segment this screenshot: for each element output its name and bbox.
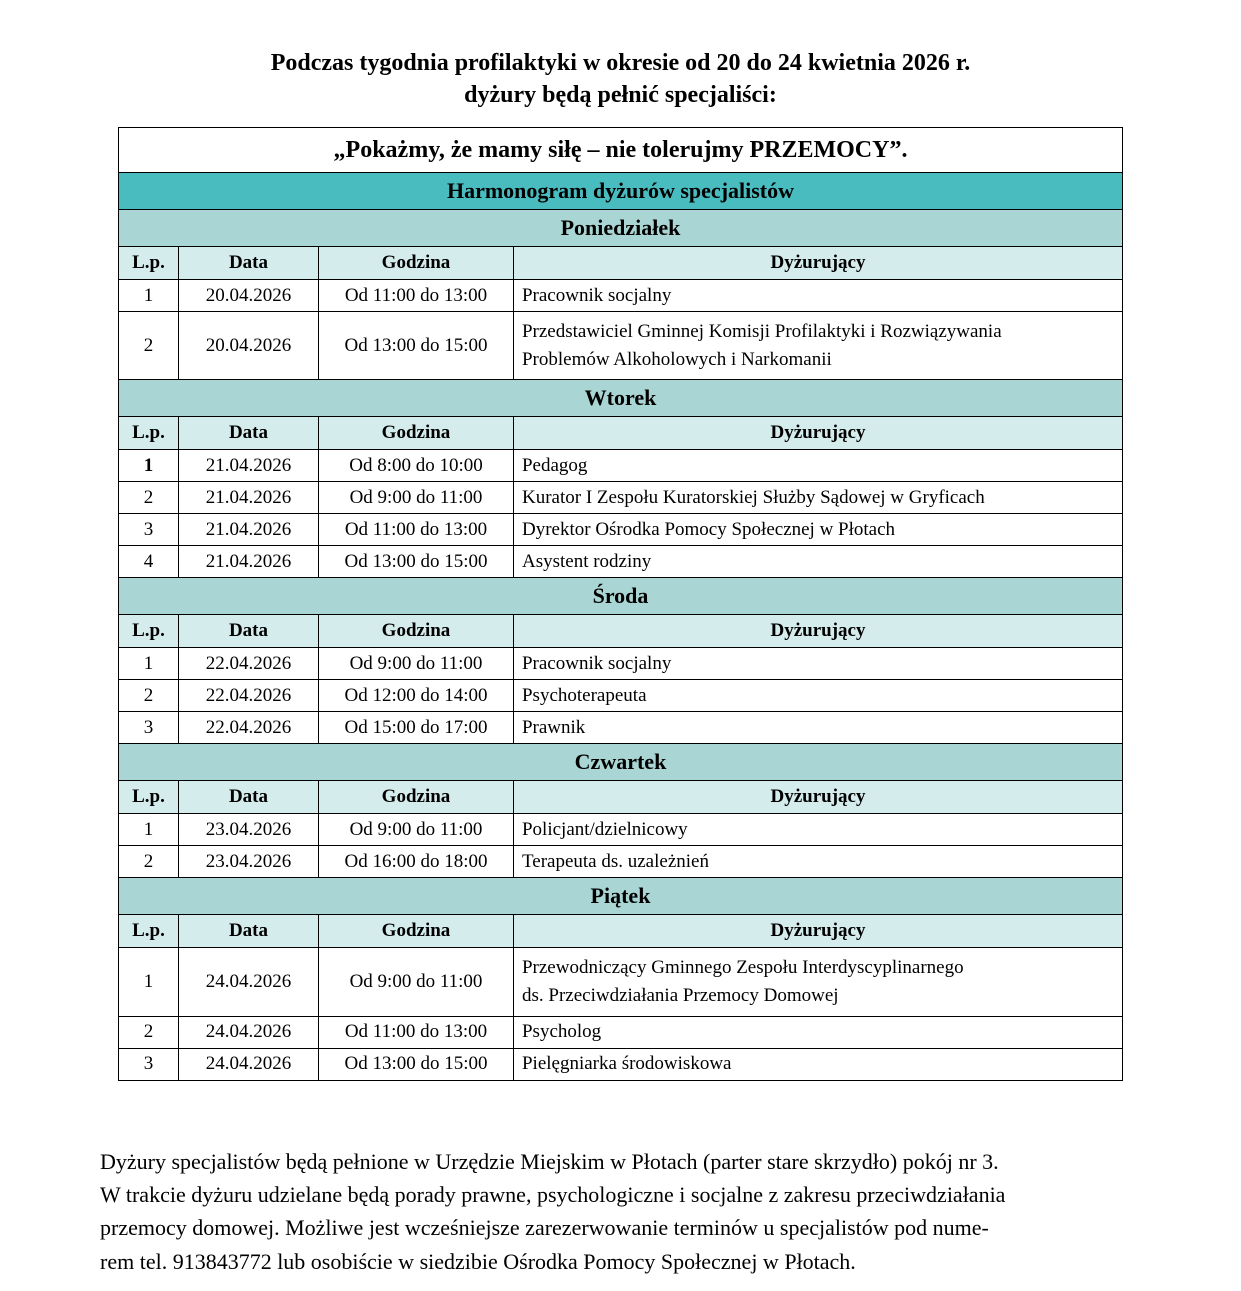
cell-who: Psycholog bbox=[513, 1016, 1122, 1048]
footer-note bbox=[100, 1145, 1141, 1279]
column-headers-wednesday bbox=[118, 615, 1122, 648]
cell-date: 23.04.2026 bbox=[178, 846, 318, 878]
footer-line-4: rem tel. 913843772 lub osobiście w siedzibie Ośrodka Pomocy Społecznej w Płotach. bbox=[100, 1248, 856, 1274]
cell-who: Asystent rodziny bbox=[513, 546, 1122, 578]
column-header-time: Godzina bbox=[318, 417, 513, 450]
cell-lp: 1 bbox=[118, 948, 178, 1016]
column-header-lp: L.p. bbox=[118, 247, 178, 280]
table-row bbox=[118, 482, 1122, 514]
column-header-date: Data bbox=[178, 781, 318, 814]
document-page bbox=[0, 48, 1241, 1291]
day-header-friday bbox=[118, 878, 1122, 915]
column-header-date: Data bbox=[178, 915, 318, 948]
cell-time: Od 11:00 do 13:00 bbox=[318, 514, 513, 546]
cell-who-line-1: Przewodniczący Gminnego Zespołu Interdyscyplinarnego bbox=[521, 957, 964, 979]
column-header-who: Dyżurujący bbox=[513, 915, 1122, 948]
cell-who: Kurator I Zespołu Kuratorskiej Służby Sądowej w Gryficach bbox=[513, 482, 1122, 514]
cell-date: 24.04.2026 bbox=[178, 1016, 318, 1048]
cell-who-line-2: ds. Przeciwdziałania Przemocy Domowej bbox=[521, 984, 839, 1006]
cell-lp: 3 bbox=[118, 1048, 178, 1080]
cell-date: 22.04.2026 bbox=[178, 648, 318, 680]
day-name: Poniedziałek bbox=[118, 210, 1122, 247]
table-row bbox=[118, 648, 1122, 680]
cell-who: Policjant/dzielnicowy bbox=[513, 814, 1122, 846]
day-name: Piątek bbox=[118, 878, 1122, 915]
cell-time: Od 13:00 do 15:00 bbox=[318, 312, 513, 380]
column-header-lp: L.p. bbox=[118, 915, 178, 948]
cell-date: 22.04.2026 bbox=[178, 712, 318, 744]
table-title-text: Harmonogram dyżurów specjalistów bbox=[118, 173, 1122, 210]
day-name: Wtorek bbox=[118, 380, 1122, 417]
footer-line-1: Dyżury specjalistów będą pełnione w Urzędzie Miejskim w Płotach (parter stare skrzydło) pokój nr 3. bbox=[100, 1148, 999, 1174]
footer-line-2: W trakcie dyżuru udzielane będą porady prawne, psychologiczne i socjalne z zakresu przeciwdziałania bbox=[100, 1181, 1006, 1207]
cell-who: Terapeuta ds. uzależnień bbox=[513, 846, 1122, 878]
table-row bbox=[118, 546, 1122, 578]
page-title bbox=[0, 48, 1241, 111]
column-header-date: Data bbox=[178, 615, 318, 648]
cell-who: Pracownik socjalny bbox=[513, 648, 1122, 680]
schedule-table bbox=[118, 127, 1123, 1080]
cell-who: Dyrektor Ośrodka Pomocy Społecznej w Płotach bbox=[513, 514, 1122, 546]
column-headers-monday bbox=[118, 247, 1122, 280]
column-header-lp: L.p. bbox=[118, 781, 178, 814]
day-header-tuesday bbox=[118, 380, 1122, 417]
cell-time: Od 9:00 do 11:00 bbox=[318, 648, 513, 680]
cell-time: Od 12:00 do 14:00 bbox=[318, 680, 513, 712]
day-header-thursday bbox=[118, 744, 1122, 781]
cell-time: Od 9:00 do 11:00 bbox=[318, 482, 513, 514]
cell-lp: 2 bbox=[118, 680, 178, 712]
cell-lp: 3 bbox=[118, 514, 178, 546]
cell-lp: 2 bbox=[118, 312, 178, 380]
cell-time: Od 13:00 do 15:00 bbox=[318, 546, 513, 578]
cell-time: Od 8:00 do 10:00 bbox=[318, 450, 513, 482]
cell-who: Pracownik socjalny bbox=[513, 280, 1122, 312]
cell-time: Od 11:00 do 13:00 bbox=[318, 1016, 513, 1048]
headline-line-1: Podczas tygodnia profilaktyki w okresie od 20 do 24 kwietnia 2026 r. bbox=[270, 50, 971, 76]
cell-lp: 4 bbox=[118, 546, 178, 578]
cell-who: Pedagog bbox=[513, 450, 1122, 482]
column-header-time: Godzina bbox=[318, 781, 513, 814]
column-header-lp: L.p. bbox=[118, 417, 178, 450]
column-header-date: Data bbox=[178, 417, 318, 450]
table-title-row bbox=[118, 173, 1122, 210]
cell-date: 21.04.2026 bbox=[178, 450, 318, 482]
cell-who: Prawnik bbox=[513, 712, 1122, 744]
cell-lp: 1 bbox=[118, 450, 178, 482]
cell-date: 21.04.2026 bbox=[178, 482, 318, 514]
cell-who-line-1: Przedstawiciel Gminnej Komisji Profilaktyki i Rozwiązywania bbox=[521, 321, 1002, 343]
column-header-time: Godzina bbox=[318, 915, 513, 948]
cell-date: 21.04.2026 bbox=[178, 514, 318, 546]
headline-line-2: dyżury będą pełnić specjaliści: bbox=[464, 81, 777, 108]
cell-who-line-2: Problemów Alkoholowych i Narkomanii bbox=[521, 348, 832, 370]
day-name: Czwartek bbox=[118, 744, 1122, 781]
footer-line-3: przemocy domowej. Możliwe jest wcześniejsze zarezerwowanie terminów u specjalistów pod nume- bbox=[100, 1215, 989, 1241]
table-row bbox=[118, 814, 1122, 846]
table-row bbox=[118, 680, 1122, 712]
column-headers-friday bbox=[118, 915, 1122, 948]
slogan-row bbox=[118, 128, 1122, 173]
cell-lp: 1 bbox=[118, 648, 178, 680]
cell-date: 23.04.2026 bbox=[178, 814, 318, 846]
column-headers-thursday bbox=[118, 781, 1122, 814]
table-row bbox=[118, 312, 1122, 380]
cell-who bbox=[513, 948, 1122, 1016]
cell-time: Od 13:00 do 15:00 bbox=[318, 1048, 513, 1080]
column-header-who: Dyżurujący bbox=[513, 417, 1122, 450]
table-row bbox=[118, 1048, 1122, 1080]
table-row bbox=[118, 280, 1122, 312]
table-row bbox=[118, 450, 1122, 482]
cell-lp: 1 bbox=[118, 814, 178, 846]
cell-who bbox=[513, 312, 1122, 380]
cell-who: Psychoterapeuta bbox=[513, 680, 1122, 712]
cell-date: 20.04.2026 bbox=[178, 280, 318, 312]
day-name: Środa bbox=[118, 578, 1122, 615]
day-header-wednesday bbox=[118, 578, 1122, 615]
column-header-time: Godzina bbox=[318, 615, 513, 648]
table-row bbox=[118, 948, 1122, 1016]
table-row bbox=[118, 846, 1122, 878]
cell-time: Od 16:00 do 18:00 bbox=[318, 846, 513, 878]
table-row bbox=[118, 514, 1122, 546]
schedule-table-body bbox=[118, 128, 1122, 1080]
column-header-date: Data bbox=[178, 247, 318, 280]
cell-lp: 2 bbox=[118, 482, 178, 514]
cell-lp: 2 bbox=[118, 846, 178, 878]
cell-date: 24.04.2026 bbox=[178, 948, 318, 1016]
cell-date: 20.04.2026 bbox=[178, 312, 318, 380]
column-header-time: Godzina bbox=[318, 247, 513, 280]
column-header-who: Dyżurujący bbox=[513, 247, 1122, 280]
cell-time: Od 15:00 do 17:00 bbox=[318, 712, 513, 744]
cell-date: 24.04.2026 bbox=[178, 1048, 318, 1080]
cell-time: Od 11:00 do 13:00 bbox=[318, 280, 513, 312]
table-row bbox=[118, 712, 1122, 744]
column-header-who: Dyżurujący bbox=[513, 781, 1122, 814]
cell-date: 21.04.2026 bbox=[178, 546, 318, 578]
column-headers-tuesday bbox=[118, 417, 1122, 450]
cell-date: 22.04.2026 bbox=[178, 680, 318, 712]
cell-who: Pielęgniarka środowiskowa bbox=[513, 1048, 1122, 1080]
cell-time: Od 9:00 do 11:00 bbox=[318, 948, 513, 1016]
day-header-monday bbox=[118, 210, 1122, 247]
cell-lp: 1 bbox=[118, 280, 178, 312]
cell-time: Od 9:00 do 11:00 bbox=[318, 814, 513, 846]
column-header-lp: L.p. bbox=[118, 615, 178, 648]
cell-lp: 3 bbox=[118, 712, 178, 744]
column-header-who: Dyżurujący bbox=[513, 615, 1122, 648]
table-row bbox=[118, 1016, 1122, 1048]
slogan-text: „Pokażmy, że mamy siłę – nie tolerujmy PRZEMOCY”. bbox=[118, 128, 1122, 173]
cell-lp: 2 bbox=[118, 1016, 178, 1048]
